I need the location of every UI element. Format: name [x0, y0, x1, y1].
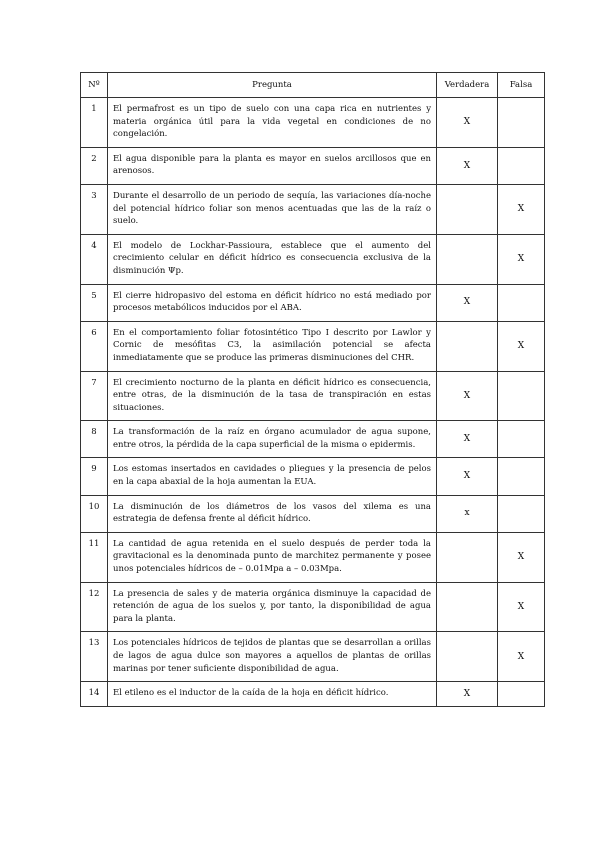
true-mark: X [437, 682, 498, 707]
table-row [81, 495, 545, 532]
table-row [81, 532, 545, 582]
true-mark [437, 532, 498, 582]
true-mark: X [437, 371, 498, 421]
question-text: La presencia de sales y de materia orgánica disminuye la capacidad de retención de agua de los suelos y, por tanto, la disponibilidad de agua para la planta. [108, 582, 437, 632]
true-mark [437, 632, 498, 682]
false-mark: X [498, 532, 545, 582]
false-mark [498, 284, 545, 321]
false-mark: X [498, 632, 545, 682]
question-text: El etileno es el inductor de la caída de la hoja en déficit hídrico. [108, 682, 437, 707]
table-row [81, 371, 545, 421]
question-number: 9 [81, 458, 108, 495]
question-text: La disminución de los diámetros de los vasos del xilema es una estrategia de defensa frente al déficit hídrico. [108, 495, 437, 532]
question-number: 3 [81, 184, 108, 234]
question-text: Los potenciales hídricos de tejidos de plantas que se desarrollan a orillas de lagos de agua dulce son mayores a aquellos de plantas de orillas marinas por tener suficiente disponibilidad de agua. [108, 632, 437, 682]
false-mark [498, 147, 545, 184]
table-row [81, 458, 545, 495]
question-number: 7 [81, 371, 108, 421]
table-row [81, 632, 545, 682]
question-number: 5 [81, 284, 108, 321]
question-text: El agua disponible para la planta es mayor en suelos arcillosos que en arenosos. [108, 147, 437, 184]
question-number: 8 [81, 421, 108, 458]
question-number: 4 [81, 234, 108, 284]
false-mark: X [498, 184, 545, 234]
true-mark [437, 321, 498, 371]
question-number: 11 [81, 532, 108, 582]
table-row [81, 234, 545, 284]
header-num: Nº [81, 73, 108, 98]
question-number: 2 [81, 147, 108, 184]
question-number: 6 [81, 321, 108, 371]
question-number: 1 [81, 98, 108, 148]
true-mark: X [437, 147, 498, 184]
true-mark: X [437, 421, 498, 458]
question-number: 13 [81, 632, 108, 682]
question-number: 14 [81, 682, 108, 707]
false-mark [498, 371, 545, 421]
header-true: Verdadera [437, 73, 498, 98]
question-text: La cantidad de agua retenida en el suelo después de perder toda la gravitacional es la denominada punto de marchitez permanente y posee unos potenciales hídricos de – 0.01Mpa a – 0.03Mpa. [108, 532, 437, 582]
true-mark [437, 234, 498, 284]
table-row [81, 682, 545, 707]
header-row [81, 73, 545, 98]
table-row [81, 421, 545, 458]
question-number: 10 [81, 495, 108, 532]
false-mark [498, 458, 545, 495]
question-text: Durante el desarrollo de un periodo de sequía, las variaciones día-noche del potencial hídrico foliar son menos acentuadas que las de la raíz o suelo. [108, 184, 437, 234]
table-body [81, 98, 545, 707]
header-false: Falsa [498, 73, 545, 98]
question-text: El modelo de Lockhar-Passioura, establece que el aumento del crecimiento celular en déficit hídrico es consecuencia exclusiva de la disminución Ψp. [108, 234, 437, 284]
false-mark [498, 421, 545, 458]
true-mark: X [437, 284, 498, 321]
question-text: El permafrost es un tipo de suelo con una capa rica en nutrientes y materia orgánica útil para la vida vegetal en condiciones de no congelación. [108, 98, 437, 148]
table-row [81, 184, 545, 234]
quiz-table [80, 72, 545, 707]
false-mark: X [498, 321, 545, 371]
true-mark: X [437, 98, 498, 148]
false-mark [498, 495, 545, 532]
question-text: Los estomas insertados en cavidades o pliegues y la presencia de pelos en la capa abaxial de la hoja aumentan la EUA. [108, 458, 437, 495]
table-row [81, 147, 545, 184]
question-number: 12 [81, 582, 108, 632]
true-mark: X [437, 458, 498, 495]
table-row [81, 98, 545, 148]
false-mark: X [498, 582, 545, 632]
true-mark [437, 184, 498, 234]
true-mark: x [437, 495, 498, 532]
false-mark: X [498, 234, 545, 284]
false-mark [498, 98, 545, 148]
table-row [81, 284, 545, 321]
false-mark [498, 682, 545, 707]
table-row [81, 582, 545, 632]
question-text: El cierre hidropasivo del estoma en déficit hídrico no está mediado por procesos metabólicos inducidos por el ABA. [108, 284, 437, 321]
table-row [81, 321, 545, 371]
question-text: La transformación de la raíz en órgano acumulador de agua supone, entre otros, la pérdida de la capa superficial de la misma o epidermis. [108, 421, 437, 458]
question-text: El crecimiento nocturno de la planta en déficit hídrico es consecuencia, entre otras, de la disminución de la tasa de transpiración en estas situaciones. [108, 371, 437, 421]
true-mark [437, 582, 498, 632]
question-text: En el comportamiento foliar fotosintético Tipo I descrito por Lawlor y Cornic de mesófitas C3, la asimilación potencial se afecta inmediatamente que se produce las primeras disminuciones del CHR. [108, 321, 437, 371]
header-question: Pregunta [108, 73, 437, 98]
